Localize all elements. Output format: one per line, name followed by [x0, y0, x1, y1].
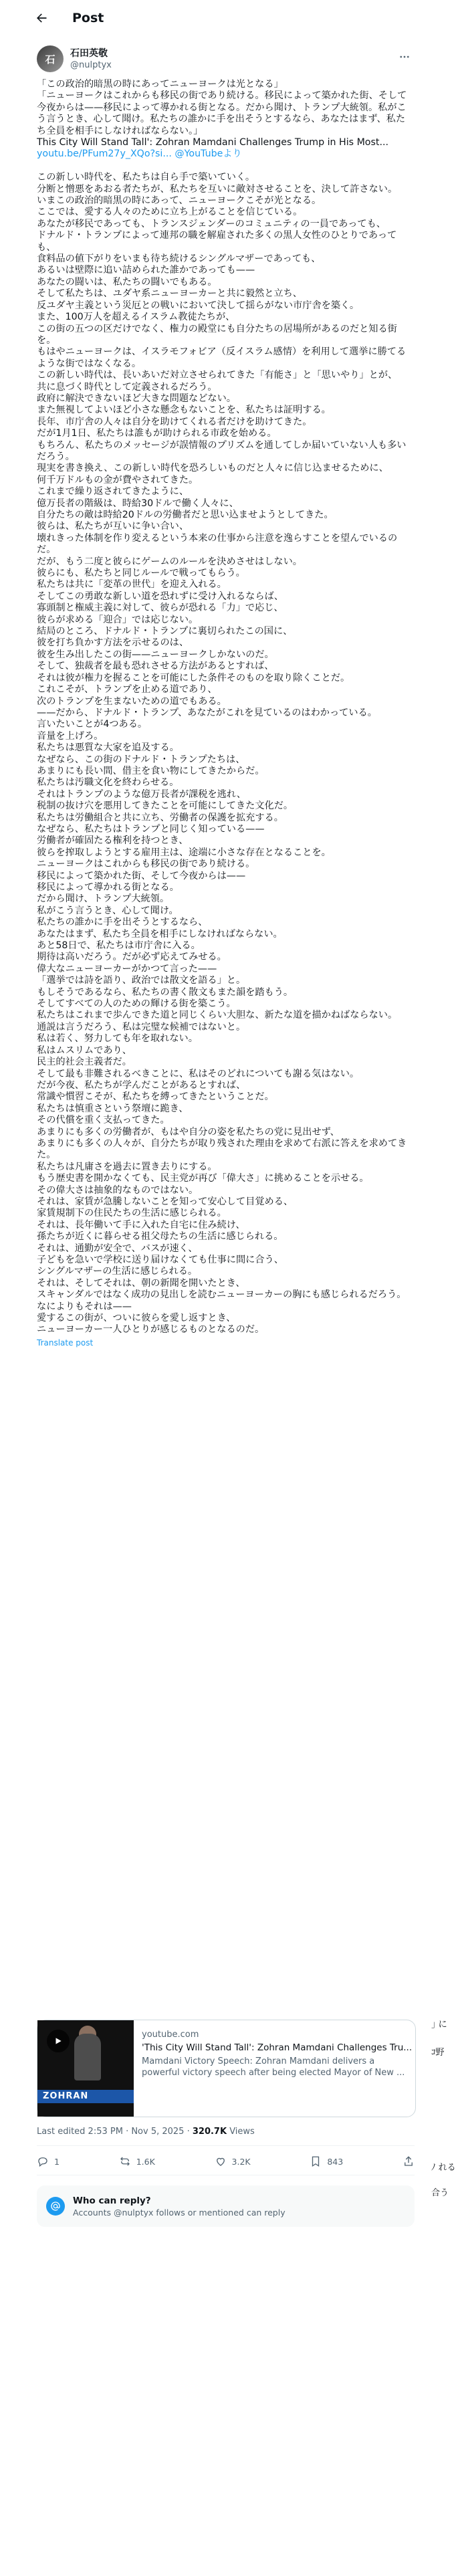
tweet-paragraph-line: 彼を生み出したこの街——ニューヨークしかないのだ。	[37, 649, 274, 660]
tweet-paragraph-line: 私は若く、努力しても年を取れない。	[37, 1033, 198, 1045]
tweet-paragraph-line: ニューヨークはこれからも移民の街であり続ける。	[37, 859, 255, 870]
tweet-paragraph-line: もしそうであるなら、私たちの書く散文もまた韻を踏もう。	[37, 986, 294, 998]
tweet-paragraph-line: そして、独裁者を最も恐れさせる方法があるとすれば、	[37, 661, 274, 672]
card-description: Mamdani Victory Speech: Zohran Mamdani delivers a powerful victory speech after being elected Mayor of New ...	[142, 2056, 405, 2078]
heart-icon	[215, 2155, 227, 2167]
tweet-paragraph-line: だから聞け、トランプ大統領。	[37, 893, 170, 905]
tweet-paragraph-line: この街の五つの区だけでなく、権力の殿堂にも自分たちの居場所があるのだと知る街を。	[37, 323, 397, 346]
tweet-paragraph-line: それは、家賃が急騰しないことを知って安心して目覚める、	[37, 1196, 294, 1207]
video-thumbnail[interactable]	[37, 2020, 134, 2117]
tweet-source-line	[37, 137, 415, 160]
tweet-paragraph-line: 私がこう言うとき、心して聞け。	[37, 905, 179, 916]
page-title: Post	[72, 11, 104, 25]
post-meta	[37, 2127, 255, 2137]
link-preview-card[interactable]	[37, 2020, 416, 2117]
tweet-paragraph-line: 億万長者の階級は、時給30ドルで働く人々に、	[37, 498, 239, 509]
tweet-paragraph-line: 彼らにも、私たちと同じルールで戦ってもらう。	[37, 568, 245, 579]
tweet-paragraphs	[37, 172, 415, 1336]
tweet-paragraph-line: 「選挙では詩を語り、政治では散文を語る」と。	[37, 975, 246, 986]
spacer	[37, 160, 415, 172]
tweet-paragraph-line: 現実を書き換え、この新しい時代を恐ろしいものだと人々に信じ込ませるために、	[37, 463, 388, 474]
tweet-paragraph-line: なぜなら、この街のドナルド・トランプたちは、	[37, 754, 245, 765]
tweet-paragraph-line: 食料品の値下がりをいまも待ち続けるシングルマザーであっても、	[37, 253, 321, 265]
tweet-paragraph-line: 彼らが求める「迎合」では応じない。	[37, 614, 199, 625]
tweet-paragraph-line: 何千万ドルもの金が費やされてきた。	[37, 474, 199, 486]
reply-count: 1	[54, 2156, 60, 2167]
tweet-paragraph-line: スキャンダルではなく成功の見出しを読むニューヨーカーの胸にも感じられるだろう。	[37, 1289, 407, 1301]
tweet-paragraph-line: 私たちは悪質な大家を追及する。	[37, 742, 179, 754]
card-title: 'This City Will Stand Tall': Zohran Mamdani Challenges Tru...	[142, 2042, 413, 2053]
more-options-button[interactable]	[394, 47, 415, 67]
tweet-paragraph-line: もはやニューヨークは、イスラモフォビア（反イスラム感情）を利用して選挙に勝てるような街ではなくなる。	[37, 346, 407, 369]
tweet-paragraph-line: ここでは、愛する人々のために立ち上がることを信じている。	[37, 207, 303, 218]
reply-restriction-title: Who can reply?	[73, 2195, 151, 2206]
tweet-paragraph-line: 分断と憎悪をあおる者たちが、私たちを互いに敵対させることを、決して許さない。	[37, 183, 398, 195]
tweet-paragraph-line: 家賃規制下の住民たちの生活に感じられる。	[37, 1208, 227, 1219]
tweet-paragraph-line: だが1月1日、私たちは誰もが助けられる市政を始める。	[37, 428, 277, 439]
tweet-paragraph-line: 政府に解決できないほど大きな問題などない。	[37, 393, 236, 404]
tweet-paragraph-line: そしてすべての人のための輝ける街を築こう。	[37, 998, 236, 1010]
tweet-paragraph-line: また無視してよいほど小さな懸念もないことを、私たちは証明する。	[37, 405, 331, 416]
tweet-paragraph-line: それは、そしてそれは、朝の新聞を開いたとき、	[37, 1277, 245, 1289]
reply-restriction-subtitle: Accounts @nulptyx follows or mentioned can reply	[73, 2207, 286, 2218]
share-button[interactable]	[403, 2155, 415, 2167]
tweet-paragraph-line: また、100万人を超えるイスラム教徒たちが、	[37, 312, 235, 323]
tweet-paragraph-line: 期待は高いだろう。だが必ず応えてみせる。	[37, 952, 227, 963]
source-title: This City Will Stand Tall': Zohran Mamdani Challenges Trump in His Most...	[37, 137, 388, 148]
tweet-paragraph-line: 彼らは、私たちが互いに争い合い、	[37, 521, 189, 532]
reply-restriction-box	[37, 2185, 415, 2227]
tweet-paragraph-line: 私たちは慎重さという祭壇に跪き、	[37, 1103, 189, 1114]
tweet-paragraph-line: 私たちは共に「変革の世代」を迎え入れる。	[37, 579, 227, 591]
author-handle[interactable]: @nulptyx	[70, 60, 112, 70]
like-count: 3.2K	[231, 2156, 251, 2167]
tweet-paragraph-line: 私たちは汚職文化を終わらせる。	[37, 777, 179, 788]
bookmark-count: 843	[327, 2156, 344, 2167]
edge-fragment: 合う	[431, 2188, 449, 2198]
tweet-paragraph-line: そして最も非難されるべきことに、私はそのどれについても謝る気はない。	[37, 1068, 360, 1079]
tweet-paragraph-line: これまで繰り返されてきたように、	[37, 486, 189, 498]
thumbnail-text: ZOHRAN	[43, 2091, 89, 2101]
tweet-paragraph-line: もう歴史書を開かなくても、民主党が再び「偉大さ」に挑めることを示せる。	[37, 1173, 369, 1184]
tweet-paragraph-line: 寡頭制と権威主義に対して、彼らが恐れる「力」で応じ、	[37, 603, 283, 614]
tweet-paragraph-line: 彼を打ち負かす方法を示せるのは、	[37, 637, 189, 649]
top-bar	[0, 0, 451, 36]
tweet-paragraph-line: あなたの闘いは、私たちの闘いでもある。	[37, 276, 217, 288]
tweet-paragraph-line: 言いたいことが4つある。	[37, 719, 148, 730]
tweet-paragraph-line: 通説は言うだろう、私は完璧な候補ではないと。	[37, 1021, 246, 1033]
thumbnail-person	[74, 2034, 101, 2080]
at-sign-icon	[46, 2197, 65, 2216]
tweet-paragraph-line: あと58日で、私たちは市庁舎に入る。	[37, 940, 201, 952]
back-arrow-icon	[35, 11, 48, 25]
tweet-paragraph-line: もちろん、私たちのメッセージが誤情報のプリズムを通してしか届いていない人も多いだろう。	[37, 439, 407, 462]
tweet-paragraph-line: 音量を上げろ。	[37, 730, 104, 742]
tweet-paragraph-line: 民主的社会主義者だ。	[37, 1057, 132, 1068]
tweet-paragraph-line: それは彼が権力を握ることを可能にした条件そのものを取り除くことだ。	[37, 672, 350, 683]
tweet-paragraph-line: 反ユダヤ主義という災厄との戦いにおいて決して揺らがない市庁舎を築く。	[37, 300, 360, 311]
back-button[interactable]	[28, 5, 55, 31]
card-text	[134, 2020, 414, 2117]
tweet-paragraph-line: シングルマザーの生活に感じられる。	[37, 1266, 198, 1277]
avatar[interactable]: 石	[37, 45, 64, 72]
bookmark-icon	[310, 2155, 322, 2167]
tweet-paragraph-line: 次のトランプを生まないための道でもある。	[37, 695, 227, 707]
tweet-paragraph-line: 私たちの誰かに手を出そうとするなら、	[37, 917, 208, 928]
tweet-paragraph-line: あまりにも多くの労働者が、もはや自分の姿を私たちの党に見出せず、	[37, 1126, 340, 1138]
tweet-paragraph-line: あまりにも多くの人々が、自分たちが取り残された理由を求めて右派に答えを求めてきた。	[37, 1138, 407, 1161]
tweet-paragraph-line: 共に息づく時代として定義されるだろう。	[37, 381, 217, 393]
repost-button[interactable]	[119, 2155, 155, 2167]
repost-count: 1.6K	[136, 2156, 155, 2167]
tweet-paragraph-line: なによりもそれは——	[37, 1301, 132, 1312]
tweet-paragraph-line: その偉大さは抽象的なものではない。	[37, 1184, 199, 1196]
tweet-paragraph-line: 長年、市庁舎の人々は自分を助けてくれる者だけを助けてきた。	[37, 416, 312, 427]
author-row	[37, 44, 415, 74]
translate-link[interactable]: Translate post	[37, 1337, 94, 1348]
tweet-paragraph-line: 私たちは凡庸さを過去に置き去りにする。	[37, 1161, 217, 1172]
play-icon	[53, 2036, 63, 2046]
tweet-intro-line: 「この政治的暗黒の時にあってニューヨークは光となる」	[37, 79, 283, 90]
tweet-paragraph-line: だが今夜、私たちが学んだことがあるとすれば、	[37, 1079, 246, 1091]
tweet-paragraph-line: 税制の抜け穴を悪用してきたことを可能にしてきた文化だ。	[37, 800, 294, 812]
tweet-paragraph-line: 私はムスリムであり、	[37, 1045, 132, 1056]
tweet-paragraph-line: 結局のところ、ドナルド・トランプに裏切られたこの国に、	[37, 626, 293, 637]
tweet-paragraph-line: あなたが移民であっても、トランスジェンダーのコミュニティの一員であっても、	[37, 218, 386, 229]
tweet-paragraph-line: それは、長年働いて手に入れた自宅に住み続け、	[37, 1219, 245, 1230]
tweet-paragraph-line: 移民によって導かれる街となる。	[37, 882, 179, 893]
edge-fragment: ｺ野	[431, 2048, 445, 2058]
tweet-paragraph-line: いまこの政治的暗黒の時にあって、ニューヨークこそが光となる。	[37, 195, 322, 207]
edge-fragment: ﾉ れる	[431, 2163, 456, 2173]
author-display-name[interactable]: 石田英敬	[70, 47, 108, 59]
tweet-paragraph-line: 偉大なニューヨーカーがかつて言った——	[37, 963, 217, 974]
tweet-paragraph-line: 私たちはこれまで歩んできた道と同じくらい大胆な、新たな道を描かねばならない。	[37, 1010, 398, 1021]
play-button[interactable]	[47, 2030, 70, 2052]
tweet-paragraph-line: 子どもを急いで学校に送り届けなくても仕事に間に合う、	[37, 1255, 283, 1266]
like-button[interactable]	[215, 2155, 251, 2167]
tweet-paragraph-line: 私たちは労働組合と共に立ち、労働者の保護を拡充する。	[37, 812, 283, 823]
views-label: Views	[227, 2127, 255, 2137]
youtube-link[interactable]: youtu.be/PFum27y_XQo?si...	[37, 148, 172, 160]
tweet-paragraph-line: この新しい時代を、私たちは自ら手で築いていく。	[37, 172, 255, 183]
reply-button[interactable]	[37, 2155, 60, 2167]
reply-icon	[37, 2155, 49, 2167]
tweet-paragraph-line: 常識や慣習こそが、私たちを縛ってきたということだ。	[37, 1091, 274, 1103]
tweet-paragraph-line: 彼らを搾取しようとする雇用主は、途端に小さな存在となることを。	[37, 847, 331, 858]
divider-top	[37, 2145, 415, 2146]
tweet-intro-quote: 「ニューヨークはこれからも移民の街であり続ける。移民によって築かれた街、そして今夜からは——移民によって導かれる街となる。だから聞け、トランプ大統領。私がこう言うとき、心して聞け。私たちの誰かに手を出そうとするなら、あなたはまず、私たち全員を相手にしなければならない。」	[37, 90, 407, 136]
card-domain: youtube.com	[142, 2030, 199, 2040]
tweet-paragraph-line: それはトランプのような億万長者が課税を逃れ、	[37, 788, 246, 800]
author-names	[70, 47, 112, 71]
views-count: 320.7K	[192, 2127, 227, 2137]
tweet-paragraph-line: あなたはまず、私たち全員を相手にしなければならない。	[37, 928, 283, 940]
tweet-paragraph-line: 愛するこの街が、ついに彼らを愛し返すとき、	[37, 1313, 236, 1324]
tweet-paragraph-line: 自分たちの敵は時給20ドルの労働者だと思い込ませようとしてきた。	[37, 510, 334, 521]
tweet-paragraph-line: そして私たちは、ユダヤ系ニューヨーカーと共に毅然と立ち、	[37, 288, 302, 300]
bookmark-button[interactable]	[310, 2155, 343, 2167]
more-dots-icon	[398, 51, 411, 63]
tweet-paragraph-line: ドナルド・トランプによって連邦の職を解雇された多くの黒人女性のひとりであっても、	[37, 230, 397, 253]
tweet-paragraph-line: これこそが、トランプを止める道であり、	[37, 684, 217, 695]
tweet-paragraph-line: それは、通勤が安全で、バスが速く、	[37, 1243, 198, 1254]
youtube-mention[interactable]: @YouTubeより	[175, 148, 242, 160]
edge-fragment: ｣ に	[431, 2020, 447, 2030]
tweet-paragraph-line: この新しい時代は、長いあいだ対立させられてきた「有能さ」と「思いやり」とが、	[37, 370, 398, 381]
tweet-paragraph-line: そしてこの勇敢な新しい道を恐れずに受け入れるならば、	[37, 591, 283, 602]
tweet-paragraph-line: なぜなら、私たちはトランプと同じく知っている——	[37, 823, 265, 835]
tweet-paragraph-line: 移民によって築かれた街、そして今夜からは——	[37, 870, 246, 881]
tweet-paragraph-line: その代償を重く支払ってきた。	[37, 1115, 170, 1126]
action-bar	[37, 2149, 415, 2173]
reply-restriction-text	[73, 2195, 286, 2218]
post-timestamp[interactable]: Last edited 2:53 PM · Nov 5, 2025 ·	[37, 2127, 193, 2137]
tweet-paragraph-line: だが、もう二度と彼らにゲームのルールを決めさせはしない。	[37, 556, 302, 567]
tweet-paragraph-line: あまりにも長い間、借主を食い物にしてきたからだ。	[37, 765, 265, 776]
tweet-paragraph-line: 孫たちが近くに暮らせる祖父母たちの生活に感じられる。	[37, 1231, 283, 1243]
tweet-paragraph-line: ニューヨーカー一人ひとりが感じるものとなるのだ。	[37, 1324, 265, 1335]
share-icon	[403, 2155, 415, 2167]
repost-icon	[119, 2155, 131, 2167]
tweet-paragraph-line: 労働者が確固たる権利を持つとき、	[37, 835, 189, 847]
tweet-paragraph-line: あるいは壁際に追い詰められた誰かであっても——	[37, 265, 255, 276]
tweet-text	[37, 79, 415, 1349]
tweet-paragraph-line: ——だから、ドナルド・トランプ、あなたがこれを見ているのはわかっている。	[37, 707, 377, 718]
tweet-paragraph-line: 壊れきった体制を作り変えるという本来の仕事から注意を逸らすことを望んでいるのだ。	[37, 532, 398, 556]
